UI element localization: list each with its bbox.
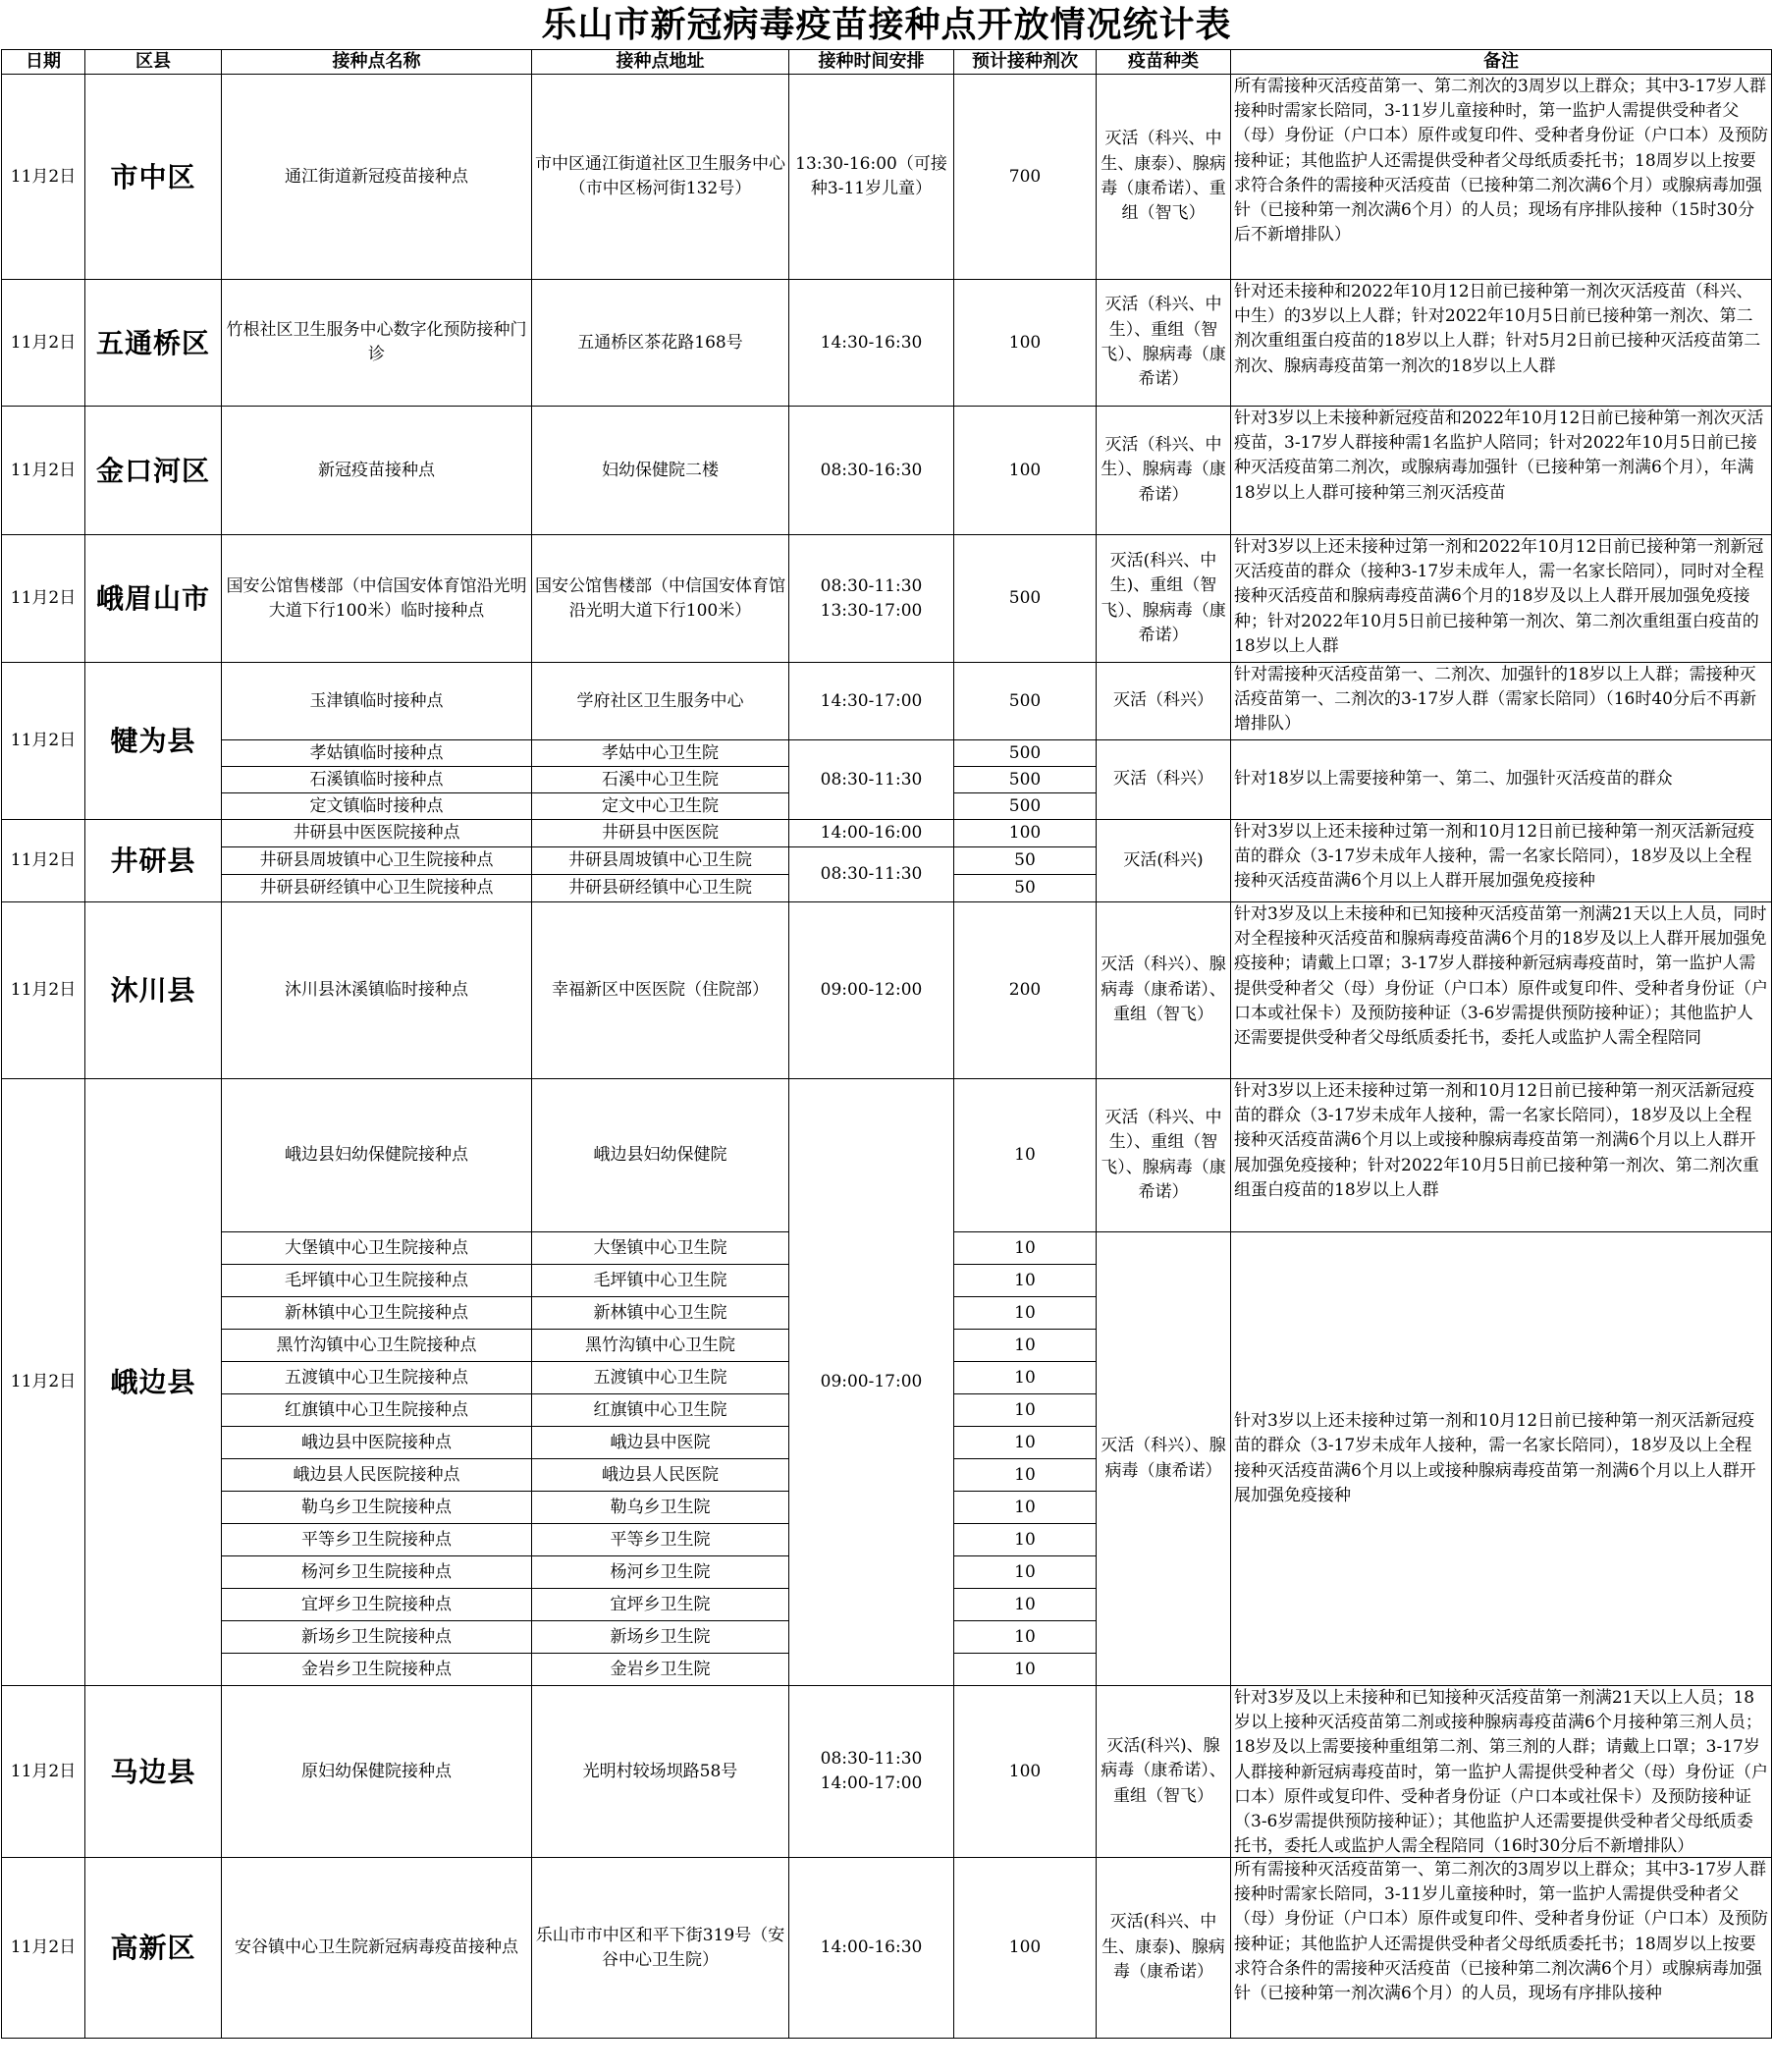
site-name-cell: 五渡镇中心卫生院接种点: [222, 1362, 532, 1394]
date-cell: 11月2日: [2, 280, 85, 407]
site-address-cell: 勒乌乡卫生院: [532, 1492, 789, 1524]
site-address-cell: 金岩乡卫生院: [532, 1654, 789, 1686]
site-address-cell: 杨河乡卫生院: [532, 1556, 789, 1589]
vaccine-cell: 灭活（科兴、中生、康泰）、腺病毒（康希诺）、重组（智飞）: [1097, 75, 1231, 280]
district-cell: 五通桥区: [85, 280, 222, 407]
site-name-cell: 通江街道新冠疫苗接种点: [222, 75, 532, 280]
site-name-cell: 沐川县沐溪镇临时接种点: [222, 902, 532, 1079]
doses-cell: 500: [954, 663, 1097, 740]
site-address-cell: 学府社区卫生服务中心: [532, 663, 789, 740]
doses-cell: 500: [954, 793, 1097, 820]
site-name-cell: 宜坪乡卫生院接种点: [222, 1589, 532, 1621]
doses-cell: 700: [954, 75, 1097, 280]
time-cell: 14:30-17:00: [789, 663, 954, 740]
header-row: [2, 50, 1772, 75]
site-address-cell: 大堡镇中心卫生院: [532, 1232, 789, 1265]
note-cell: 所有需接种灭活疫苗第一、第二剂次的3周岁以上群众；其中3-17岁人群接种时需家长陪同，3-11岁儿童接种时，第一监护人需提供受种者父（母）身份证（户口本）原件或复印件、受种者身份证（户口本）及预防接种证；其他监护人还需提供受种者父母纸质委托书；18周岁以上按要求符合条件的需接种灭活疫苗（已接种第二剂次满6个月）或腺病毒加强针（已接种第一剂次满6个月）的人员；现场有序排队接种（15时30分后不新增排队）: [1231, 75, 1772, 280]
time-cell: 14:30-16:30: [789, 280, 954, 407]
district-cell: 高新区: [85, 1858, 222, 2039]
site-address-cell: 乐山市市中区和平下街319号（安谷中心卫生院）: [532, 1858, 789, 2039]
time-cell: 14:00-16:30: [789, 1858, 954, 2039]
district-cell: 犍为县: [85, 663, 222, 820]
site-address-cell: 幸福新区中医医院（住院部）: [532, 902, 789, 1079]
doses-cell: 10: [954, 1621, 1097, 1654]
site-name-cell: 井研县中医医院接种点: [222, 820, 532, 847]
site-address-cell: 井研县周坡镇中心卫生院: [532, 847, 789, 875]
site-name-cell: 石溪镇临时接种点: [222, 767, 532, 793]
table-row: [2, 1858, 1772, 2039]
site-name-cell: 原妇幼保健院接种点: [222, 1686, 532, 1858]
vaccine-cell: 灭活(科兴): [1097, 820, 1231, 902]
note-text: 针对3岁及以上未接种和已知接种灭活疫苗第一剂满21天以上人员，同时对全程接种灭活疫苗和腺病毒疫苗满6个月的18岁及以上人群开展加强免疫接种；请戴上口罩；3-17岁人群接种新冠病毒疫苗时，第一监护人需提供受种者父（母）身份证（户口本）原件或复印件、受种者身份证（户口本或社保卡）及预防接种证（3-6岁需提供预防接种证）；其他监护人还需要提供受种者父母纸质委托书，委托人或监护人需全程陪同: [1234, 904, 1768, 1049]
vaccine-cell: 灭活(科兴)、腺病毒（康希诺）、重组（智飞）: [1097, 1686, 1231, 1858]
vaccine-cell: 灭活(科兴、中生、康泰)、腺病毒（康希诺）: [1097, 1858, 1231, 2039]
date-cell: 11月2日: [2, 820, 85, 902]
site-address-cell: 井研县研经镇中心卫生院: [532, 875, 789, 902]
time-cell: 08:30-16:30: [789, 407, 954, 535]
table-row: [2, 1079, 1772, 1232]
site-address-cell: 五渡镇中心卫生院: [532, 1362, 789, 1394]
note-cell: [1231, 1858, 1772, 2039]
time-cell: 13:30-16:00（可接种3-11岁儿童）: [789, 75, 954, 280]
site-address-cell: 光明村较场坝路58号: [532, 1686, 789, 1858]
header-district: 区县: [85, 50, 222, 75]
note-cell: [1231, 820, 1772, 902]
site-address-cell: 市中区通江街道社区卫生服务中心（市中区杨河街132号）: [532, 75, 789, 280]
table-row: [2, 1686, 1772, 1858]
doses-cell: 100: [954, 280, 1097, 407]
doses-cell: 50: [954, 875, 1097, 902]
vaccine-cell: 灭活（科兴、中生）、重组（智飞）、腺病毒（康希诺）: [1097, 1079, 1231, 1232]
table-row: [2, 407, 1772, 535]
site-name-cell: 峨边县中医院接种点: [222, 1427, 532, 1459]
note-cell: 针对3岁以上还未接种过第一剂和10月12日前已接种第一剂灭活新冠疫苗的群众（3-17岁未成年人接种，需一名家长陪同），18岁及以上全程接种灭活疫苗满6个月以上或接种腺病毒疫苗第一剂满6个月以上人群开展加强免疫接种；针对2022年10月5日前已接种第一剂次、第二剂次重组蛋白疫苗的18岁以上人群: [1231, 1079, 1772, 1232]
doses-cell: 10: [954, 1330, 1097, 1362]
note-cell: 针对3岁以上未接种新冠疫苗和2022年10月12日前已接种第一剂次灭活疫苗，3-17岁人群接种需1名监护人陪同；针对2022年10月5日前已接种灭活疫苗第二剂次，或腺病毒加强针（已接种第一剂满6个月），年满18岁以上人群可接种第三剂灭活疫苗: [1231, 407, 1772, 535]
doses-cell: 10: [954, 1524, 1097, 1556]
district-cell: 市中区: [85, 75, 222, 280]
doses-cell: 10: [954, 1459, 1097, 1492]
time-cell: 08:30-11:30: [789, 740, 954, 820]
site-name-cell: 新场乡卫生院接种点: [222, 1621, 532, 1654]
site-name-cell: 定文镇临时接种点: [222, 793, 532, 820]
vaccine-cell: 灭活（科兴、中生）、腺病毒（康希诺）: [1097, 407, 1231, 535]
site-address-cell: 红旗镇中心卫生院: [532, 1394, 789, 1427]
site-name-cell: 国安公馆售楼部（中信国安体育馆沿光明大道下行100米）临时接种点: [222, 535, 532, 663]
site-name-cell: 新林镇中心卫生院接种点: [222, 1297, 532, 1330]
site-address-cell: 石溪中心卫生院: [532, 767, 789, 793]
header-notes: 备注: [1231, 50, 1772, 75]
note-cell: 针对3岁以上还未接种过第一剂和2022年10月12日前已接种第一剂新冠灭活疫苗的群众（接种3-17岁未成年人，需一名家长陪同），同时对全程接种灭活疫苗和腺病毒疫苗满6个月的18岁及以上人群开展加强免疫接种；针对2022年10月5日前已接种第一剂次、第二剂次重组蛋白疫苗的18岁以上人群: [1231, 535, 1772, 663]
site-address-cell: 峨边县中医院: [532, 1427, 789, 1459]
date-cell: 11月2日: [2, 1079, 85, 1686]
site-name-cell: 黑竹沟镇中心卫生院接种点: [222, 1330, 532, 1362]
header-date: 日期: [2, 50, 85, 75]
site-name-cell: 毛坪镇中心卫生院接种点: [222, 1265, 532, 1297]
page-title: 乐山市新冠病毒疫苗接种点开放情况统计表: [541, 4, 1232, 45]
note-text: 所有需接种灭活疫苗第一、第二剂次的3周岁以上群众；其中3-17岁人群接种时需家长陪同，3-11岁儿童接种时，第一监护人需提供受种者父（母）身份证（户口本）原件或复印件、受种者身份证（户口本）及预防接种证；其他监护人还需提供受种者父母纸质委托书；18周岁以上按要求符合条件的需接种灭活疫苗（已接种第二剂次满6个月）或腺病毒加强针（已接种第一剂次满6个月）的人员，现场有序排队接种: [1234, 1860, 1768, 2004]
note-text: 针对3岁及以上未接种和已知接种灭活疫苗第一剂满21天以上人员；18岁以上接种灭活疫苗第二剂或接种腺病毒疫苗满6个月接种第三剂人员；18岁及以上需要接种重组第二剂、第三剂的人群；请戴上口罩；3-17岁人群接种新冠病毒疫苗时，第一监护人需提供受种者父（母）身份证（户口本）原件或复印件、受种者身份证（户口本或社保卡）及预防接种证（3-6岁需提供预防接种证）；其他监护人还需要提供受种者父母纸质委托书，委托人或监护人需全程陪同（16时30分后不新增排队）: [1234, 1688, 1768, 1855]
site-address-cell: 新林镇中心卫生院: [532, 1297, 789, 1330]
doses-cell: 100: [954, 1858, 1097, 2039]
site-name-cell: 新冠疫苗接种点: [222, 407, 532, 535]
site-address-cell: 毛坪镇中心卫生院: [532, 1265, 789, 1297]
site-name-cell: 安谷镇中心卫生院新冠病毒疫苗接种点: [222, 1858, 532, 2039]
table-row: [2, 740, 1772, 767]
header-time: 接种时间安排: [789, 50, 954, 75]
note-text: 针对3岁以上还未接种过第一剂和10月12日前已接种第一剂灭活新冠疫苗的群众（3-17岁未成年人接种，需一名家长陪同），18岁及以上全程接种灭活疫苗满6个月以上人群开展加强免疫接种: [1234, 822, 1755, 892]
site-name-cell: 玉津镇临时接种点: [222, 663, 532, 740]
district-cell: 金口河区: [85, 407, 222, 535]
time-cell: 08:30-11:30: [789, 847, 954, 902]
vaccine-cell: 灭活(科兴、中生)、重组（智飞）、腺病毒（康希诺）: [1097, 535, 1231, 663]
doses-cell: 50: [954, 847, 1097, 875]
doses-cell: 10: [954, 1427, 1097, 1459]
header-doses: 预计接种剂次: [954, 50, 1097, 75]
site-name-cell: 杨河乡卫生院接种点: [222, 1556, 532, 1589]
note-cell: 针对18岁以上需要接种第一、第二、加强针灭活疫苗的群众: [1231, 740, 1772, 820]
header-site-name: 接种点名称: [222, 50, 532, 75]
doses-cell: 100: [954, 407, 1097, 535]
site-name-cell: 井研县研经镇中心卫生院接种点: [222, 875, 532, 902]
site-address-cell: 妇幼保健院二楼: [532, 407, 789, 535]
district-cell: 峨边县: [85, 1079, 222, 1686]
note-cell: [1231, 1686, 1772, 1858]
district-cell: 峨眉山市: [85, 535, 222, 663]
site-name-cell: 孝姑镇临时接种点: [222, 740, 532, 767]
site-name-cell: 红旗镇中心卫生院接种点: [222, 1394, 532, 1427]
vaccine-cell: 灭活（科兴）: [1097, 740, 1231, 820]
table-row: [2, 902, 1772, 1079]
site-address-cell: 国安公馆售楼部（中信国安体育馆沿光明大道下行100米）: [532, 535, 789, 663]
doses-cell: 100: [954, 820, 1097, 847]
doses-cell: 10: [954, 1556, 1097, 1589]
doses-cell: 10: [954, 1297, 1097, 1330]
site-name-cell: 平等乡卫生院接种点: [222, 1524, 532, 1556]
doses-cell: 10: [954, 1232, 1097, 1265]
site-address-cell: 黑竹沟镇中心卫生院: [532, 1330, 789, 1362]
vaccine-cell: 灭活（科兴、中生）、重组（智飞）、腺病毒（康希诺）: [1097, 280, 1231, 407]
date-cell: 11月2日: [2, 1686, 85, 1858]
date-cell: 11月2日: [2, 535, 85, 663]
district-cell: 沐川县: [85, 902, 222, 1079]
time-cell: 09:00-17:00: [789, 1079, 954, 1686]
time-cell: 08:30-11:30 14:00-17:00: [789, 1686, 954, 1858]
note-cell: 针对需接种灭活疫苗第一、二剂次、加强针的18岁以上人群；需接种灭活疫苗第一、二剂次的3-17岁人群（需家长陪同）（16时40分后不再新增排队）: [1231, 663, 1772, 740]
doses-cell: 200: [954, 902, 1097, 1079]
table-row: [2, 75, 1772, 280]
header-site-address: 接种点地址: [532, 50, 789, 75]
doses-cell: 500: [954, 535, 1097, 663]
doses-cell: 500: [954, 740, 1097, 767]
table-row: [2, 820, 1772, 847]
time-cell: 14:00-16:00: [789, 820, 954, 847]
site-name-cell: 竹根社区卫生服务中心数字化预防接种门诊: [222, 280, 532, 407]
site-address-cell: 五通桥区茶花路168号: [532, 280, 789, 407]
time-cell: 08:30-11:30 13:30-17:00: [789, 535, 954, 663]
site-name-cell: 金岩乡卫生院接种点: [222, 1654, 532, 1686]
doses-cell: 10: [954, 1492, 1097, 1524]
doses-cell: 100: [954, 1686, 1097, 1858]
header-vaccine: 疫苗种类: [1097, 50, 1231, 75]
doses-cell: 10: [954, 1265, 1097, 1297]
date-cell: 11月2日: [2, 1858, 85, 2039]
site-address-cell: 平等乡卫生院: [532, 1524, 789, 1556]
date-cell: 11月2日: [2, 663, 85, 820]
site-address-cell: 井研县中医医院: [532, 820, 789, 847]
vaccine-cell: 灭活（科兴）: [1097, 663, 1231, 740]
district-cell: 井研县: [85, 820, 222, 902]
site-name-cell: 峨边县人民医院接种点: [222, 1459, 532, 1492]
doses-cell: 10: [954, 1394, 1097, 1427]
vaccine-cell: 灭活（科兴）、腺病毒（康希诺）、重组（智飞）: [1097, 902, 1231, 1079]
note-cell: [1231, 902, 1772, 1079]
date-cell: 11月2日: [2, 75, 85, 280]
site-name-cell: 峨边县妇幼保健院接种点: [222, 1079, 532, 1232]
doses-cell: 10: [954, 1654, 1097, 1686]
doses-cell: 500: [954, 767, 1097, 793]
doses-cell: 10: [954, 1589, 1097, 1621]
time-cell: 09:00-12:00: [789, 902, 954, 1079]
site-address-cell: 峨边县妇幼保健院: [532, 1079, 789, 1232]
site-address-cell: 新场乡卫生院: [532, 1621, 789, 1654]
site-address-cell: 峨边县人民医院: [532, 1459, 789, 1492]
vaccine-cell: 灭活（科兴）、腺病毒（康希诺）: [1097, 1232, 1231, 1686]
site-name-cell: 大堡镇中心卫生院接种点: [222, 1232, 532, 1265]
note-cell: 针对3岁以上还未接种过第一剂和10月12日前已接种第一剂灭活新冠疫苗的群众（3-17岁未成年人接种，需一名家长陪同），18岁及以上全程接种灭活疫苗满6个月以上或接种腺病毒疫苗第一剂满6个月以上人群开展加强免疫接种: [1231, 1232, 1772, 1686]
table-row: [2, 663, 1772, 740]
site-name-cell: 井研县周坡镇中心卫生院接种点: [222, 847, 532, 875]
note-cell: 针对还未接种和2022年10月12日前已接种第一剂次灭活疫苗（科兴、中生）的3岁以上人群；针对2022年10月5日前已接种第一剂次、第二剂次重组蛋白疫苗的18岁以上人群；针对5月2日前已接种灭活疫苗第二剂次、腺病毒疫苗第一剂次的18岁以上人群: [1231, 280, 1772, 407]
site-name-cell: 勒乌乡卫生院接种点: [222, 1492, 532, 1524]
vaccination-site-table: [1, 49, 1772, 2039]
table-row: [2, 280, 1772, 407]
doses-cell: 10: [954, 1079, 1097, 1232]
district-cell: 马边县: [85, 1686, 222, 1858]
table-row: [2, 535, 1772, 663]
date-cell: 11月2日: [2, 902, 85, 1079]
site-address-cell: 孝姑中心卫生院: [532, 740, 789, 767]
date-cell: 11月2日: [2, 407, 85, 535]
doses-cell: 10: [954, 1362, 1097, 1394]
site-address-cell: 宜坪乡卫生院: [532, 1589, 789, 1621]
site-address-cell: 定文中心卫生院: [532, 793, 789, 820]
